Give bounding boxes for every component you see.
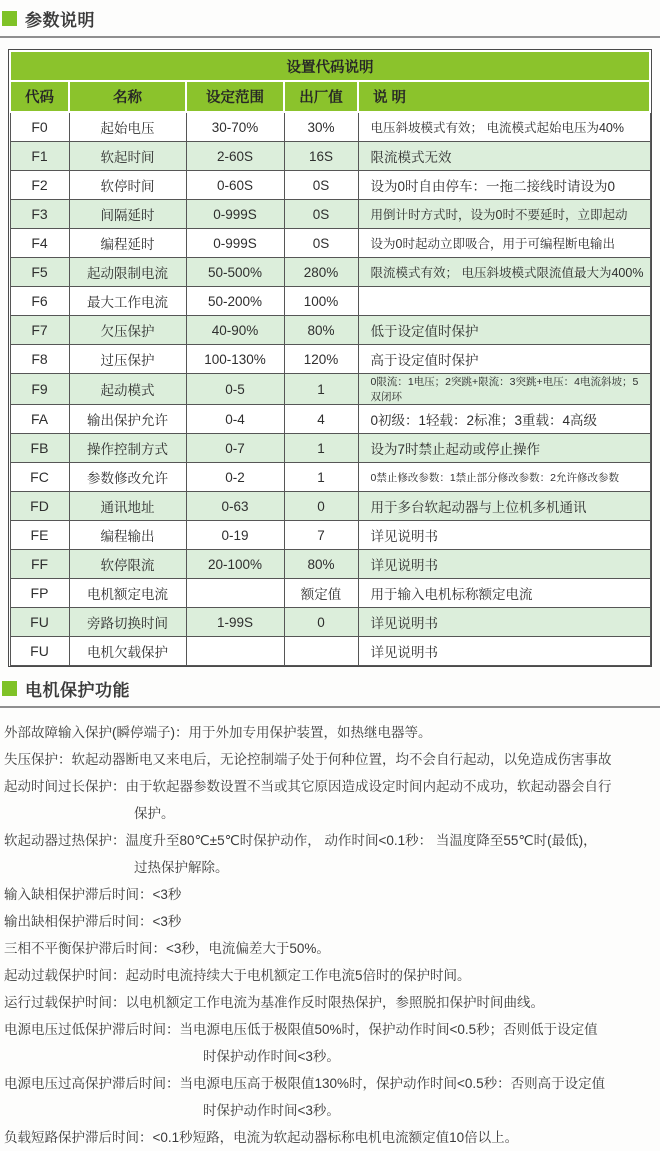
param-code-cell: F1: [10, 142, 69, 171]
param-name-cell: 操作控制方式: [69, 434, 186, 463]
section-marker-icon: [2, 11, 17, 26]
param-factory-cell: 120%: [284, 345, 358, 374]
protection-line: 电源电压过低保护滞后时间：当电源电压低于极限值50%时，保护动作时间<0.5秒；否则低于设定值: [4, 1022, 598, 1037]
protection-line: 时保护动作时间<3秒。: [203, 1049, 340, 1064]
protection-line: 失压保护：软起动器断电又来电后，无论控制端子处于何种位置，均不会自行起动，以免造成伤害事故: [4, 752, 612, 767]
param-row: [10, 434, 650, 463]
param-desc-cell: 0初级：1轻载：2标准；3重载：4高级: [358, 405, 650, 434]
param-code-cell: F9: [10, 374, 69, 405]
param-name-cell: 起动模式: [69, 374, 186, 405]
param-desc-cell: 详见说明书: [358, 550, 650, 579]
param-name-cell: 最大工作电流: [69, 287, 186, 316]
param-code-cell: FC: [10, 463, 69, 492]
param-factory-cell: 7: [284, 521, 358, 550]
param-range-cell: 0-999S: [186, 229, 284, 258]
param-row: [10, 171, 650, 200]
param-name-cell: 起始电压: [69, 112, 186, 142]
param-desc-cell: 限流模式无效: [358, 142, 650, 171]
param-desc-cell: 设为0时起动立即吸合，用于可编程断电输出: [358, 229, 650, 258]
param-range-cell: 50-500%: [186, 258, 284, 287]
table-title-row: [10, 51, 650, 81]
param-desc-cell: 详见说明书: [358, 608, 650, 637]
param-name-cell: 间隔延时: [69, 200, 186, 229]
param-code-cell: F7: [10, 316, 69, 345]
protection-section-title: 电机保护功能: [25, 681, 130, 700]
param-row: [10, 550, 650, 579]
param-name-cell: 过压保护: [69, 345, 186, 374]
param-factory-cell: 80%: [284, 550, 358, 579]
param-desc-cell: 0限流：1电压；2突跳+限流：3突跳+电压：4电流斜坡；5双闭环: [358, 374, 650, 405]
param-name-cell: 电机额定电流: [69, 579, 186, 608]
param-row: [10, 112, 650, 142]
param-code-cell: F8: [10, 345, 69, 374]
param-desc-cell: 设为7时禁止起动或停止操作: [358, 434, 650, 463]
col-header-code: 代码: [10, 81, 69, 112]
param-factory-cell: 0S: [284, 171, 358, 200]
section-marker-icon: [2, 681, 17, 696]
param-code-cell: F4: [10, 229, 69, 258]
param-factory-cell: 100%: [284, 287, 358, 316]
table-header-row: [10, 81, 650, 112]
param-name-cell: 通讯地址: [69, 492, 186, 521]
param-desc-cell: [358, 287, 650, 316]
param-range-cell: 30-70%: [186, 112, 284, 142]
param-code-cell: F6: [10, 287, 69, 316]
param-range-cell: 2-60S: [186, 142, 284, 171]
param-row: [10, 287, 650, 316]
protection-section-header: [0, 676, 660, 701]
protection-line: 运行过载保护时间：以电机额定工作电流为基准作反时限热保护，参照脱扣保护时间曲线。: [4, 995, 544, 1010]
param-row: [10, 374, 650, 405]
param-factory-cell: [284, 637, 358, 666]
param-factory-cell: 16S: [284, 142, 358, 171]
param-desc-cell: 用于输入电机标称额定电流: [358, 579, 650, 608]
param-row: [10, 608, 650, 637]
param-factory-cell: 额定值: [284, 579, 358, 608]
param-desc-cell: 设为0时自由停车：一拖二接线时请设为0: [358, 171, 650, 200]
param-code-cell: F5: [10, 258, 69, 287]
param-factory-cell: 0: [284, 608, 358, 637]
param-name-cell: 输出保护允许: [69, 405, 186, 434]
param-factory-cell: 280%: [284, 258, 358, 287]
param-factory-cell: 0S: [284, 200, 358, 229]
param-code-cell: FU: [10, 608, 69, 637]
param-name-cell: 欠压保护: [69, 316, 186, 345]
param-desc-cell: 高于设定值时保护: [358, 345, 650, 374]
param-range-cell: 0-63: [186, 492, 284, 521]
param-desc-cell: 详见说明书: [358, 521, 650, 550]
param-code-cell: FA: [10, 405, 69, 434]
param-range-cell: 0-5: [186, 374, 284, 405]
param-desc-cell: 低于设定值时保护: [358, 316, 650, 345]
protection-line: 软起动器过热保护：温度升至80℃±5℃时保护动作， 动作时间<0.1秒： 当温度降至55℃时(最低)，: [4, 833, 597, 848]
protection-line: 起动过载保护时间：起动时电流持续大于电机额定工作电流5倍时的保护时间。: [4, 968, 471, 983]
protection-line: 时保护动作时间<3秒。: [203, 1103, 340, 1118]
param-row: [10, 579, 650, 608]
param-row: [10, 492, 650, 521]
protection-line: 输出缺相保护滞后时间：<3秒: [4, 914, 182, 929]
param-desc-cell: 详见说明书: [358, 637, 650, 666]
table-title: 设置代码说明: [10, 51, 650, 81]
param-code-cell: FF: [10, 550, 69, 579]
param-factory-cell: 1: [284, 463, 358, 492]
param-range-cell: 40-90%: [186, 316, 284, 345]
param-desc-cell: 电压斜坡模式有效； 电流模式起始电压为40%: [358, 112, 650, 142]
col-header-factory: 出厂值: [284, 81, 358, 112]
param-desc-cell: 0禁止修改参数：1禁止部分修改参数：2允许修改参数: [358, 463, 650, 492]
col-header-desc: 说 明: [358, 81, 650, 112]
param-factory-cell: 1: [284, 434, 358, 463]
param-range-cell: 0-60S: [186, 171, 284, 200]
param-range-cell: 0-7: [186, 434, 284, 463]
settings-code-table: [9, 50, 651, 666]
param-code-cell: FD: [10, 492, 69, 521]
param-desc-cell: 用于多台软起动器与上位机多机通讯: [358, 492, 650, 521]
param-row: [10, 316, 650, 345]
param-name-cell: 软起时间: [69, 142, 186, 171]
param-factory-cell: 0S: [284, 229, 358, 258]
param-range-cell: 20-100%: [186, 550, 284, 579]
settings-code-table-wrap: [8, 49, 652, 667]
param-range-cell: [186, 579, 284, 608]
param-desc-cell: 限流模式有效； 电压斜坡模式限流值最大为400%: [358, 258, 650, 287]
section-divider: [0, 706, 660, 708]
protection-line: 起动时间过长保护：由于软起器参数设置不当或其它原因造成设定时间内起动不成功，软起动器会自行: [4, 779, 612, 794]
protection-line: 三相不平衡保护滞后时间：<3秒，电流偏差大于50%。: [4, 941, 330, 956]
param-row: [10, 345, 650, 374]
params-section-title: 参数说明: [25, 11, 95, 30]
param-range-cell: 0-4: [186, 405, 284, 434]
param-row: [10, 258, 650, 287]
param-row: [10, 142, 650, 171]
param-code-cell: FP: [10, 579, 69, 608]
param-range-cell: 100-130%: [186, 345, 284, 374]
param-name-cell: 参数修改允许: [69, 463, 186, 492]
param-range-cell: 1-99S: [186, 608, 284, 637]
param-range-cell: 50-200%: [186, 287, 284, 316]
param-factory-cell: 30%: [284, 112, 358, 142]
protection-line: 保护。: [134, 806, 175, 821]
protection-line: 电源电压过高保护滞后时间：当电源电压高于极限值130%时，保护动作时间<0.5秒：否则高于设定值: [4, 1076, 606, 1091]
param-code-cell: FB: [10, 434, 69, 463]
param-name-cell: 电机欠载保护: [69, 637, 186, 666]
param-row: [10, 229, 650, 258]
section-divider: [0, 36, 660, 38]
param-name-cell: 编程输出: [69, 521, 186, 550]
protection-line: 外部故障输入保护(瞬停端子)：用于外加专用保护装置，如热继电器等。: [4, 725, 432, 740]
param-name-cell: 软停时间: [69, 171, 186, 200]
param-code-cell: F3: [10, 200, 69, 229]
param-range-cell: 0-2: [186, 463, 284, 492]
protection-line: 负载短路保护滞后时间：<0.1秒短路，电流为软起动器标称电机电流额定值10倍以上。: [4, 1130, 519, 1145]
param-code-cell: F0: [10, 112, 69, 142]
param-row: [10, 405, 650, 434]
table-body: [10, 112, 650, 666]
param-row: [10, 637, 650, 666]
param-name-cell: 编程延时: [69, 229, 186, 258]
protection-line: 过热保护解除。: [134, 860, 229, 875]
param-range-cell: [186, 637, 284, 666]
param-name-cell: 起动限制电流: [69, 258, 186, 287]
param-factory-cell: 0: [284, 492, 358, 521]
param-factory-cell: 80%: [284, 316, 358, 345]
col-header-range: 设定范围: [186, 81, 284, 112]
param-range-cell: 0-19: [186, 521, 284, 550]
param-row: [10, 463, 650, 492]
param-name-cell: 软停限流: [69, 550, 186, 579]
col-header-name: 名称: [69, 81, 186, 112]
param-desc-cell: 用倒计时方式时，设为0时不要延时，立即起动: [358, 200, 650, 229]
param-factory-cell: 4: [284, 405, 358, 434]
param-name-cell: 旁路切换时间: [69, 608, 186, 637]
protection-line: 输入缺相保护滞后时间：<3秒: [4, 887, 182, 902]
param-row: [10, 521, 650, 550]
protection-lines: [4, 719, 660, 1151]
param-code-cell: FE: [10, 521, 69, 550]
param-code-cell: FU: [10, 637, 69, 666]
param-row: [10, 200, 650, 229]
param-code-cell: F2: [10, 171, 69, 200]
param-factory-cell: 1: [284, 374, 358, 405]
param-range-cell: 0-999S: [186, 200, 284, 229]
params-section-header: [0, 0, 660, 31]
